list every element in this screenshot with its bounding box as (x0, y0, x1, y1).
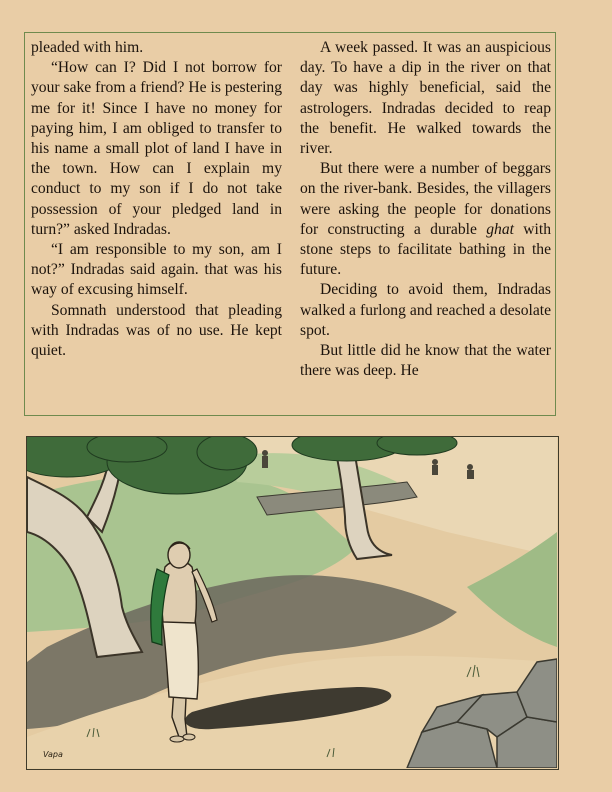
left-text-column (31, 38, 282, 361)
left-paragraph-1: pleaded with him. (31, 39, 144, 56)
left-paragraph-2: “How can I? Did I not borrow for your sake from a friend? He is pestering me for it! Since I have no money for paying him, I am obliged to transfer to his name a small plot of land I have in the town. How can I explain my conduct to my son if I do not take possession of your pledged land in turn?” asked Indradas. (31, 59, 282, 238)
illustration-drawing (27, 437, 557, 768)
left-paragraph-4: Somnath understood that pleading with Indradas was of no use. He kept quiet. (31, 301, 282, 360)
artist-signature: Vapa (43, 750, 63, 759)
right-text-column (300, 38, 551, 381)
river-bank-illustration (26, 436, 559, 770)
right-paragraph-4: But little did he know that the water there was deep. He (300, 342, 551, 380)
left-paragraph-3: “I am responsible to my son, am I not?” Indradas said again. that was his way of excusing himself. (31, 241, 282, 299)
ghat-word: ghat (486, 220, 514, 238)
right-paragraph-1: A week passed. It was an auspicious day. To have a dip in the river on that day was highly beneficial, said the astrologers. Indradas decided to reap the benefit. He walked towards the river. (300, 39, 551, 158)
right-paragraph-2-end: with stone steps to facilitate bathing in the future. (300, 220, 551, 279)
right-paragraph-2-text: But there were a number of beggars on the river-bank. Besides, the villagers were asking the people for donations for constructing a durable (300, 160, 551, 238)
right-paragraph-3: Deciding to avoid them, Indradas walked a furlong and reached a desolate spot. (300, 281, 551, 339)
right-paragraph-2 (300, 159, 551, 280)
